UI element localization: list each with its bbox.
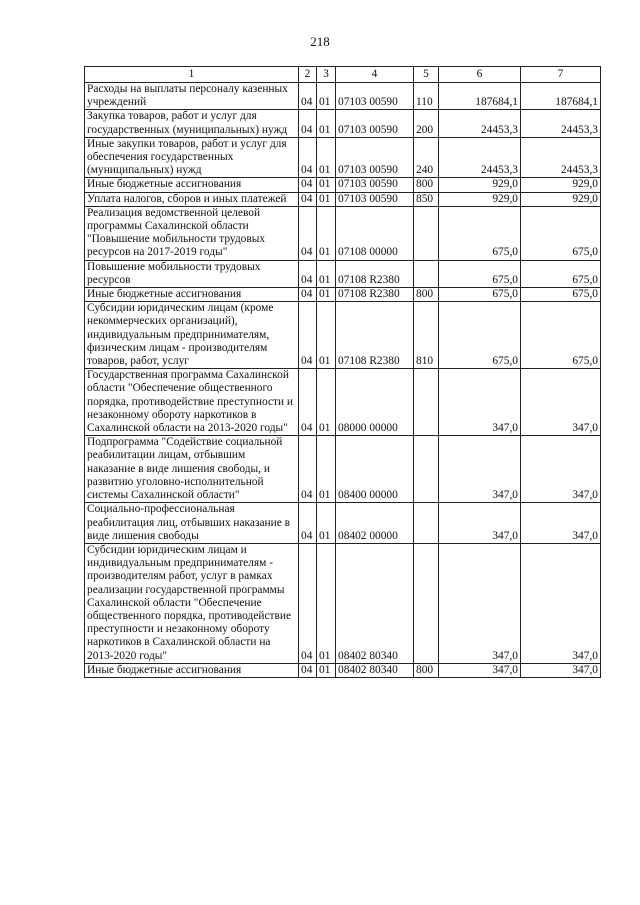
column-header: 2: [299, 67, 317, 83]
subsection-code: 01: [317, 192, 336, 206]
amount-col7: 675,0: [521, 288, 601, 302]
target-article-code: 08402 80340: [336, 663, 414, 677]
amount-col7: 675,0: [521, 260, 601, 287]
subsection-code: 01: [317, 288, 336, 302]
amount-col7: 187684,1: [521, 83, 601, 110]
section-code: 04: [299, 543, 317, 663]
item-name: Иные бюджетные ассигнования: [85, 288, 299, 302]
table-row: [85, 543, 601, 663]
target-article-code: 07103 00590: [336, 192, 414, 206]
column-header: 4: [336, 67, 414, 83]
subsection-code: 01: [317, 543, 336, 663]
expense-type-code: [414, 436, 439, 503]
amount-col7: 347,0: [521, 436, 601, 503]
amount-col6: 24453,3: [439, 137, 521, 178]
expense-type-code: [414, 369, 439, 436]
section-code: 04: [299, 503, 317, 544]
expense-type-code: [414, 503, 439, 544]
table-row: [85, 663, 601, 677]
subsection-code: 01: [317, 302, 336, 369]
subsection-code: 01: [317, 83, 336, 110]
section-code: 04: [299, 83, 317, 110]
expense-type-code: 800: [414, 178, 439, 192]
item-name: Государственная программа Сахалинской области "Обеспечение общественного порядка, противодействие преступности и незаконному обороту наркотиков в Сахалинской области на 2013-2020 годы": [85, 369, 299, 436]
table-row: [85, 137, 601, 178]
table-row: [85, 503, 601, 544]
section-code: 04: [299, 260, 317, 287]
target-article-code: 07108 R2380: [336, 288, 414, 302]
expense-type-code: 240: [414, 137, 439, 178]
expense-type-code: 810: [414, 302, 439, 369]
item-name: Иные бюджетные ассигнования: [85, 178, 299, 192]
expense-type-code: 850: [414, 192, 439, 206]
table-row: [85, 436, 601, 503]
amount-col7: 24453,3: [521, 110, 601, 137]
item-name: Подпрограмма "Содействие социальной реабилитации лицам, отбывшим наказание в виде лишения свободы, и развитию уголовно-исполнительной системы Сахалинской области": [85, 436, 299, 503]
column-header: 5: [414, 67, 439, 83]
table-row: [85, 302, 601, 369]
amount-col6: 24453,3: [439, 110, 521, 137]
column-header: 7: [521, 67, 601, 83]
target-article-code: 08400 00000: [336, 436, 414, 503]
amount-col6: 347,0: [439, 369, 521, 436]
subsection-code: 01: [317, 110, 336, 137]
target-article-code: 08402 80340: [336, 543, 414, 663]
table-row: [85, 83, 601, 110]
amount-col7: 347,0: [521, 543, 601, 663]
table-row: [85, 369, 601, 436]
amount-col7: 347,0: [521, 663, 601, 677]
subsection-code: 01: [317, 178, 336, 192]
amount-col6: 929,0: [439, 192, 521, 206]
column-header: 3: [317, 67, 336, 83]
subsection-code: 01: [317, 663, 336, 677]
section-code: 04: [299, 369, 317, 436]
target-article-code: 07103 00590: [336, 137, 414, 178]
table-row: [85, 110, 601, 137]
target-article-code: 07103 00590: [336, 178, 414, 192]
section-code: 04: [299, 137, 317, 178]
section-code: 04: [299, 663, 317, 677]
amount-col6: 347,0: [439, 503, 521, 544]
item-name: Иные закупки товаров, работ и услуг для обеспечения государственных (муниципальных) нужд: [85, 137, 299, 178]
item-name: Иные бюджетные ассигнования: [85, 663, 299, 677]
amount-col6: 675,0: [439, 260, 521, 287]
item-name: Субсидии юридическим лицам (кроме некоммерческих организаций), индивидуальным предпринимателям, физическим лицам - производителям товаров, работ, услуг: [85, 302, 299, 369]
subsection-code: 01: [317, 206, 336, 260]
target-article-code: 07103 00590: [336, 110, 414, 137]
column-header: 1: [85, 67, 299, 83]
column-header: 6: [439, 67, 521, 83]
section-code: 04: [299, 192, 317, 206]
section-code: 04: [299, 288, 317, 302]
target-article-code: 08000 00000: [336, 369, 414, 436]
expense-type-code: 200: [414, 110, 439, 137]
target-article-code: 07108 00000: [336, 206, 414, 260]
amount-col6: 675,0: [439, 288, 521, 302]
expense-type-code: [414, 260, 439, 287]
amount-col6: 347,0: [439, 663, 521, 677]
amount-col6: 675,0: [439, 302, 521, 369]
item-name: Расходы на выплаты персоналу казенных учреждений: [85, 83, 299, 110]
amount-col6: 347,0: [439, 436, 521, 503]
section-code: 04: [299, 436, 317, 503]
amount-col7: 347,0: [521, 369, 601, 436]
item-name: Повышение мобильности трудовых ресурсов: [85, 260, 299, 287]
expense-type-code: [414, 543, 439, 663]
target-article-code: 07103 00590: [336, 83, 414, 110]
amount-col7: 24453,3: [521, 137, 601, 178]
table-row: [85, 192, 601, 206]
section-code: 04: [299, 110, 317, 137]
subsection-code: 01: [317, 436, 336, 503]
amount-col7: 929,0: [521, 192, 601, 206]
table-row: [85, 288, 601, 302]
table-header-row: [85, 67, 601, 83]
subsection-code: 01: [317, 260, 336, 287]
subsection-code: 01: [317, 503, 336, 544]
budget-table: [84, 66, 601, 678]
item-name: Субсидии юридическим лицам и индивидуальным предпринимателям - производителям работ, услуг в рамках реализации государственной программы Сахалинской области "Обеспечение общественного порядка, противодействие преступности и незаконному обороту наркотиков в Сахалинской области на 2013-2020 годы": [85, 543, 299, 663]
amount-col7: 675,0: [521, 206, 601, 260]
amount-col7: 929,0: [521, 178, 601, 192]
amount-col6: 347,0: [439, 543, 521, 663]
expense-type-code: 800: [414, 288, 439, 302]
item-name: Уплата налогов, сборов и иных платежей: [85, 192, 299, 206]
amount-col6: 187684,1: [439, 83, 521, 110]
amount-col6: 675,0: [439, 206, 521, 260]
target-article-code: 08402 00000: [336, 503, 414, 544]
amount-col7: 347,0: [521, 503, 601, 544]
page-number: 218: [310, 34, 330, 49]
item-name: Реализация ведомственной целевой программы Сахалинской области "Повышение мобильности трудовых ресурсов на 2017-2019 годы": [85, 206, 299, 260]
target-article-code: 07108 R2380: [336, 260, 414, 287]
section-code: 04: [299, 206, 317, 260]
amount-col6: 929,0: [439, 178, 521, 192]
target-article-code: 07108 R2380: [336, 302, 414, 369]
table-row: [85, 206, 601, 260]
expense-type-code: [414, 206, 439, 260]
subsection-code: 01: [317, 137, 336, 178]
section-code: 04: [299, 178, 317, 192]
expense-type-code: 800: [414, 663, 439, 677]
amount-col7: 675,0: [521, 302, 601, 369]
item-name: Закупка товаров, работ и услуг для государственных (муниципальных) нужд: [85, 110, 299, 137]
item-name: Социально-профессиональная реабилитация лиц, отбывших наказание в виде лишения свободы: [85, 503, 299, 544]
subsection-code: 01: [317, 369, 336, 436]
table-row: [85, 260, 601, 287]
expense-type-code: 110: [414, 83, 439, 110]
table-row: [85, 178, 601, 192]
section-code: 04: [299, 302, 317, 369]
